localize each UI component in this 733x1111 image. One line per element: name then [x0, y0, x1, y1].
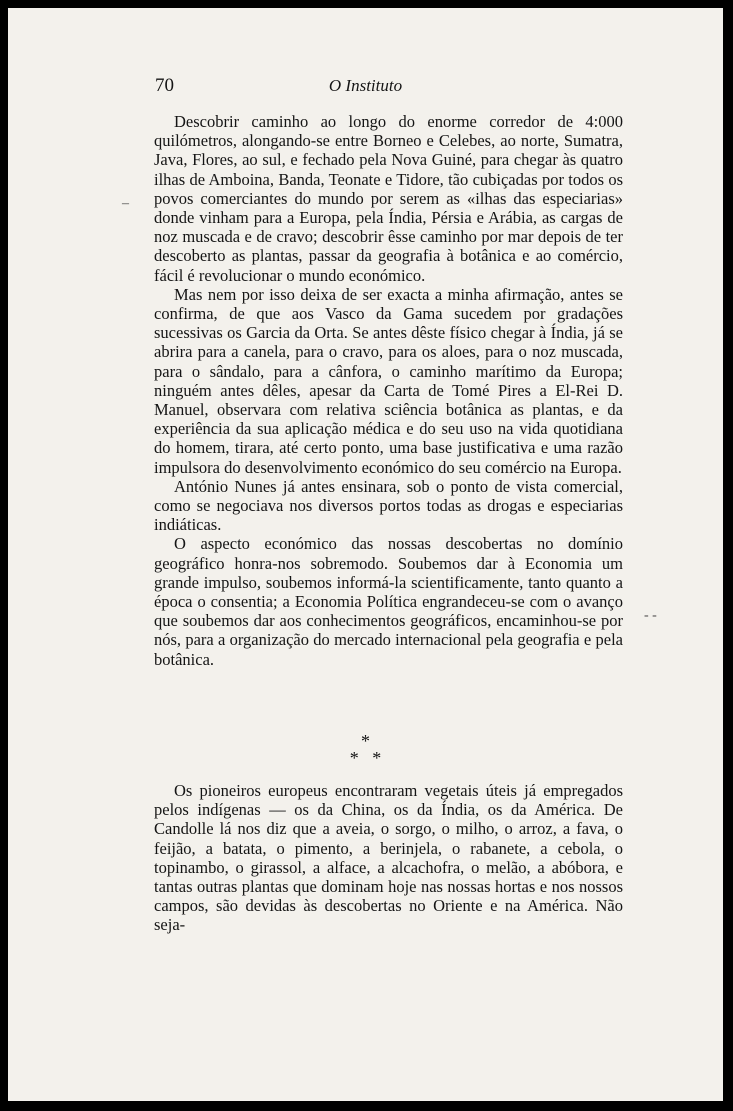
margin-dash-mark: –	[122, 196, 129, 211]
section-asterism	[8, 733, 723, 767]
main-text	[154, 112, 623, 669]
paragraph-2: Mas nem por isso deixa de ser exacta a minha afirmação, antes se confirma, de que aos Vasco da Gama sucedem por gradações sucessivas os Garcia da Orta. Se antes dêste físico chegar à Índia, já se abrira para a canela, para o cravo, para os aloes, para o noz muscada, para o sândalo, para a cânfora, o caminho marítimo da Europa; ninguém antes dêles, apesar da Carta de Tomé Pires a El-Rei D. Manuel, observara com relativa sciência botânica as plantas, e da experiência da sua aplicação médica e do seu uso na vida quotidiana do homem, tirara, até certo ponto, uma base justificativa e uma razão impulsora do desenvolvimento económico do seu comércio na Europa.	[154, 284, 623, 477]
section-2-text	[154, 781, 623, 935]
asterism-top: *	[361, 731, 370, 751]
paragraph-3: António Nunes já antes ensinara, sob o ponto de vista comercial, como se negociava nos diversos portos todas as drogas e especiarias indiáticas.	[154, 476, 623, 535]
section-2-paragraph-1: Os pioneiros europeus encontraram vegetais úteis já empregados pelos indígenas — os da China, os da Índia, os da América. De Candolle lá nos diz que a aveia, o sorgo, o milho, o arroz, a fava, o feijão, a batata, o pimento, a berinjela, o rabanete, a cebola, o topinambo, o girassol, a alface, a alcachofra, o melão, a abóbora, e tantas outras plantas que dominam hoje nas nossas hortas e nos nossos campos, são devidas às descobertas no Oriente e na América. Não seja-	[154, 781, 623, 935]
paragraph-1: Descobrir caminho ao longo do enorme corredor de 4:000 quilómetros, alongando-se entre Borneo e Celebes, ao norte, Sumatra, Java, Flores, ao sul, e fechado pela Nova Guiné, para chegar às quatro ilhas de Amboina, Banda, Teonate e Tidore, tão cubiçadas por todos os povos comerciantes do mundo por serem as «ilhas das especiarias» donde vinham para a Europa, pela Índia, Pérsia e Arábia, as cargas de noz muscada e de cravo; descobrir êsse caminho por mar depois de ter descoberto as plantas, passar da geografia à botânica e ao comércio, fácil é revolucionar o mundo económico.	[154, 112, 623, 285]
page-header	[8, 75, 723, 99]
margin-dash-mark-right: - -	[644, 608, 657, 623]
paragraph-4: O aspecto económico das nossas descobertas no domínio geográfico honra-nos sobremodo. Soubemos dar à Economia um grande impulso, soubemos informá-la scientificamente, tanto quanto a época o consentia; a Economia Política engrandeceu-se com o avanço que soubemos dar aos conhecimentos geográficos, encaminhou-se por nós, para a organização do mercado internacional pela geografia e pela botânica.	[154, 534, 623, 669]
page	[8, 8, 723, 1101]
page-number: 70	[155, 75, 174, 96]
asterism-bottom: * *	[349, 748, 382, 768]
running-title: O Instituto	[328, 76, 403, 95]
